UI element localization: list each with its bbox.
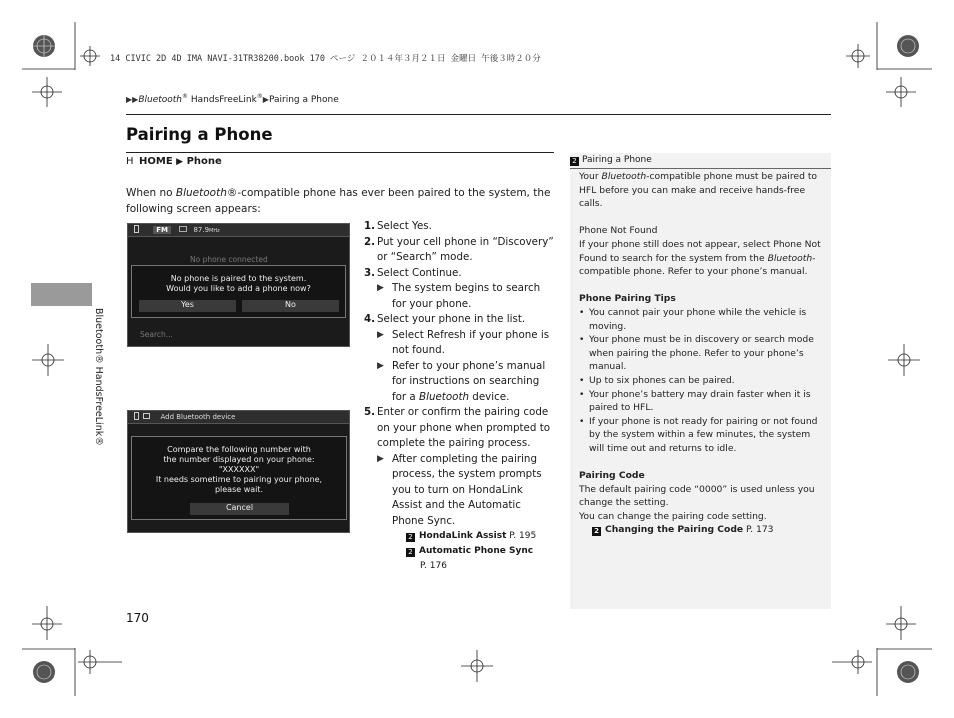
registration-mark-left-middle: [28, 340, 68, 380]
breadcrumb-part-handsfreelink: HandsFreeLink: [188, 95, 257, 105]
step-5: 5. Enter or confirm the pairing code on your phone when prompted to complete the pairing process.: [364, 406, 551, 449]
cancel-button[interactable]: Cancel: [190, 503, 289, 515]
registration-mark-bottom-right: [832, 596, 932, 696]
step-4-note-1: ▶ Select Refresh if your phone is not found.: [364, 328, 556, 359]
registration-mark-bottom-left: [22, 596, 122, 696]
back-icon[interactable]: [143, 413, 150, 419]
list-item: • If your phone is not ready for pairing or not found by the system within a few minutes, the system will time out and returns to idle.: [579, 415, 825, 456]
breadcrumb-part-pairing: Pairing a Phone: [268, 95, 339, 105]
print-header: 14 CIVIC 2D 4D IMA NAVI-31TR38200.book 170 ページ ２０１４年３月２１日 金曜日 午後３時２０分: [110, 54, 541, 64]
step-3-note: ▶ The system begins to search for your phone.: [364, 281, 556, 312]
note-arrow-icon: ▶: [377, 283, 384, 293]
step-4: 4. Select your phone in the list.: [364, 313, 526, 325]
screen-ghost-search: Search...: [140, 330, 173, 339]
sidebar-notes: [570, 153, 831, 609]
no-button[interactable]: No: [242, 300, 339, 312]
registration-mark-top-left: [22, 22, 122, 122]
chapter-side-label: Bluetooth® HandsFreeLink®: [93, 308, 104, 446]
title-rule: [126, 152, 554, 153]
note-arrow-icon: ▶: [377, 329, 384, 340]
home-icon: H: [126, 156, 134, 167]
list-item: • Your phone must be in discovery or search mode when pairing the phone. Refer to your phone’s manual.: [579, 333, 825, 374]
home-path-home: HOME: [139, 156, 173, 167]
cross-reference-icon: 2: [570, 157, 579, 166]
phone-not-found-text: If your phone still does not appear, select Phone Not Found to search for the system from the Bluetooth-compatible phone. Refer to your phone’s manual.: [579, 238, 821, 278]
pairing-tips-list: [579, 306, 825, 456]
registration-mark-top-right: [832, 22, 932, 122]
step-2: 2. Put your cell phone in “Discovery” or “Search” mode.: [364, 235, 554, 263]
pair-prompt-dialog: No phone is paired to the system. Would you like to add a phone now?: [131, 265, 346, 318]
page-number: 170: [126, 611, 149, 625]
pairing-steps: [364, 219, 556, 574]
pairing-code-text-2: You can change the pairing code setting.: [579, 510, 767, 522]
cross-reference-icon: 2: [406, 533, 415, 542]
ref-hondalink-assist[interactable]: 2 HondaLink Assist P. 195: [364, 529, 556, 544]
ref-automatic-phone-sync[interactable]: 2 Automatic Phone Sync: [364, 544, 556, 559]
note-arrow-icon: ▶: [377, 360, 384, 371]
list-item: • Your phone’s battery may drain faster when it is paired to HFL.: [579, 388, 825, 415]
step-5-note: ▶ After completing the pairing process, the system prompts you to turn on HondaLink Assist and the Automatic Phone Sync.: [364, 452, 556, 530]
sidebar-body: [579, 170, 825, 537]
screenshot-no-phone-paired: [127, 223, 350, 347]
phone-not-found-heading: Phone Not Found: [579, 225, 658, 237]
screen-status-bar: FM 87.9MHz: [128, 224, 349, 237]
screen-title-bar: Add Bluetooth device: [128, 411, 349, 424]
list-item: • Up to six phones can be paired.: [579, 374, 825, 388]
screen-ghost-text: No phone connected: [190, 255, 268, 264]
yes-button[interactable]: Yes: [139, 300, 236, 312]
pairing-code-dialog: Compare the following number with the number displayed on your phone: "XXXXXX" It needs sometime to pairing your phone, please wait.: [131, 436, 347, 520]
breadcrumb-part-bluetooth: Bluetooth: [138, 95, 183, 105]
step-1: 1. Select Yes.: [364, 220, 432, 232]
screenshot-add-bluetooth-device: [127, 410, 350, 533]
step-3: 3. Select Continue.: [364, 266, 462, 279]
breadcrumb-arrow-icon: ▶▶: [126, 95, 139, 104]
step-4-note-2: ▶ Refer to your phone’s manual for instructions on searching for a Bluetooth device.: [364, 359, 556, 406]
cross-reference-icon: 2: [406, 548, 415, 557]
ref-automatic-phone-sync-page[interactable]: P. 176: [420, 561, 447, 571]
breadcrumb-separator-icon: ▶: [262, 95, 269, 104]
registration-mark-right-middle: [884, 340, 924, 380]
pairing-code-text-1: The default pairing code “0000” is used unless you change the setting.: [579, 483, 815, 509]
sidebar-intro: Your Bluetooth-compatible phone must be paired to HFL before you can make and receive hands-free calls.: [579, 171, 818, 210]
pairing-tips-heading: Phone Pairing Tips: [579, 293, 676, 305]
phone-icon: [134, 412, 139, 420]
home-path: [126, 156, 222, 167]
home-path-dest: Phone: [186, 156, 222, 167]
breadcrumb: ▶▶Bluetooth® HandsFreeLink®▶Pairing a Phone: [126, 93, 339, 105]
page-title: Pairing a Phone: [126, 125, 273, 144]
intro-text: When no Bluetooth®-compatible phone has ever been paired to the system, the following screen appears:: [126, 187, 551, 215]
header-rule: [126, 114, 831, 115]
cross-reference-icon: 2: [592, 527, 601, 536]
preset-icon: [179, 226, 187, 232]
ref-changing-pairing-code[interactable]: 2 Changing the Pairing Code P. 173: [579, 523, 825, 537]
pairing-code-heading: Pairing Code: [579, 470, 645, 482]
note-arrow-icon: ▶: [377, 453, 384, 464]
list-item: • You cannot pair your phone while the vehicle is moving.: [579, 306, 825, 333]
registration-mark-bottom-center: [457, 646, 497, 686]
chapter-tab: [31, 283, 92, 306]
home-path-separator-icon: ▶: [176, 157, 184, 167]
phone-icon: [134, 225, 139, 233]
sidebar-header: 2 Pairing a Phone: [570, 153, 831, 169]
